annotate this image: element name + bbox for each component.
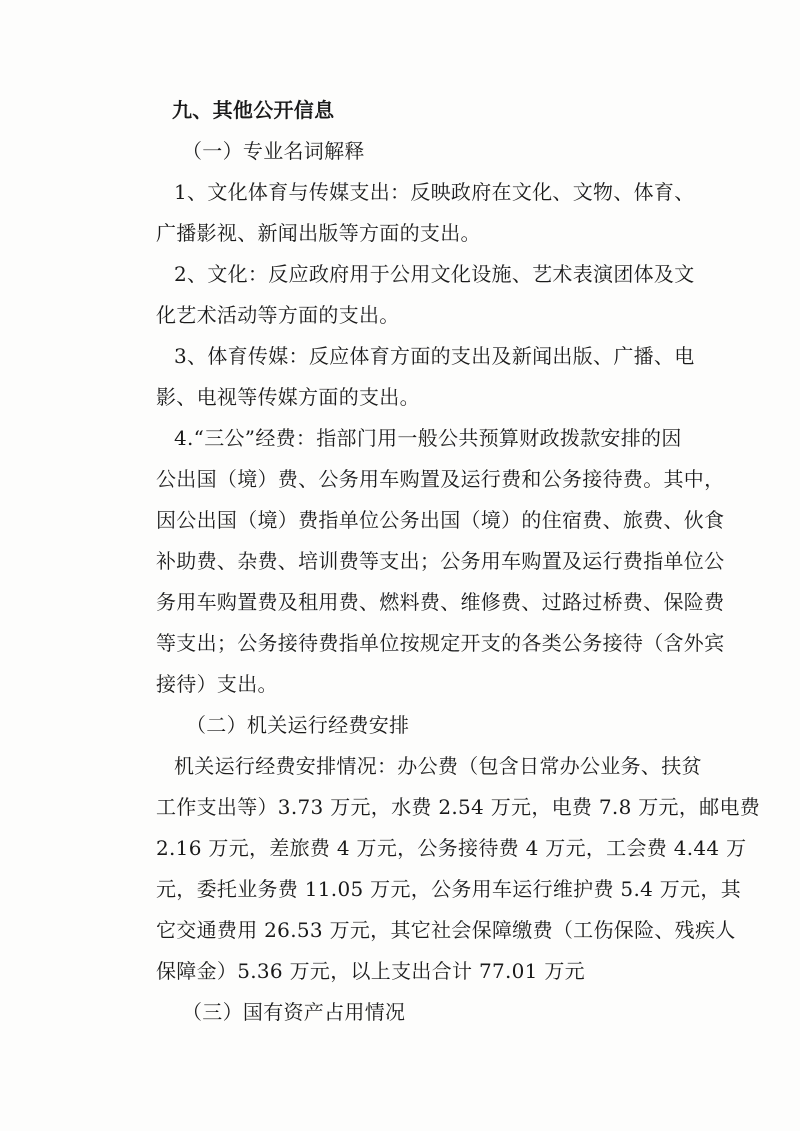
paragraph-line: 2.16 万元，差旅费 4 万元，公务接待费 4 万元，工会费 4.44 万 [156,836,747,860]
subsection-title-terms: （一）专业名词解释 [182,139,365,163]
paragraph-line: 补助费、杂费、培训费等支出；公务用车购置及运行费指单位公 [156,549,725,573]
paragraph-line: 因公出国（境）费指单位公务出国（境）的住宿费、旅费、伙食 [156,508,725,532]
paragraph-line: 保障金）5.36 万元，以上支出合计 77.01 万元 [156,959,585,983]
subsection-title-state-assets: （三）国有资产占用情况 [182,1000,406,1024]
subsection-title-operating-costs: （二）机关运行经费安排 [186,713,410,737]
paragraph-line: 机关运行经费安排情况：办公费（包含日常办公业务、扶贫 [174,754,702,778]
paragraph-line: 公出国（境）费、公务用车购置及运行费和公务接待费。其中， [156,467,725,491]
section-heading: 九、其他公开信息 [172,98,335,122]
paragraph-line: 务用车购置费及租用费、燃料费、维修费、过路过桥费、保险费 [156,590,725,614]
paragraph-line: 元，委托业务费 11.05 万元，公务用车运行维护费 5.4 万元，其 [156,877,741,901]
paragraph-line: 等支出；公务接待费指单位按规定开支的各类公务接待（含外宾 [156,631,725,655]
paragraph-line: 广播影视、新闻出版等方面的支出。 [156,221,481,245]
document-body [156,90,761,1033]
paragraph-line: 4.“三公”经费：指部门用一般公共预算财政拨款安排的因 [174,426,682,450]
paragraph-line: 影、电视等传媒方面的支出。 [156,385,420,409]
paragraph-line: 1、文化体育与传媒支出：反映政府在文化、文物、体育、 [174,180,695,204]
paragraph-line: 接待）支出。 [156,672,278,696]
paragraph-line: 3、体育传媒：反应体育方面的支出及新闻出版、广播、电 [174,344,695,368]
paragraph-line: 2、文化：反应政府用于公用文化设施、艺术表演团体及文 [174,262,695,286]
paragraph-line: 化艺术活动等方面的支出。 [156,303,400,327]
paragraph-line: 工作支出等）3.73 万元，水费 2.54 万元，电费 7.8 万元，邮电费 [156,795,761,819]
paragraph-line: 它交通费用 26.53 万元，其它社会保障缴费（工伤保险、残疾人 [156,918,736,942]
